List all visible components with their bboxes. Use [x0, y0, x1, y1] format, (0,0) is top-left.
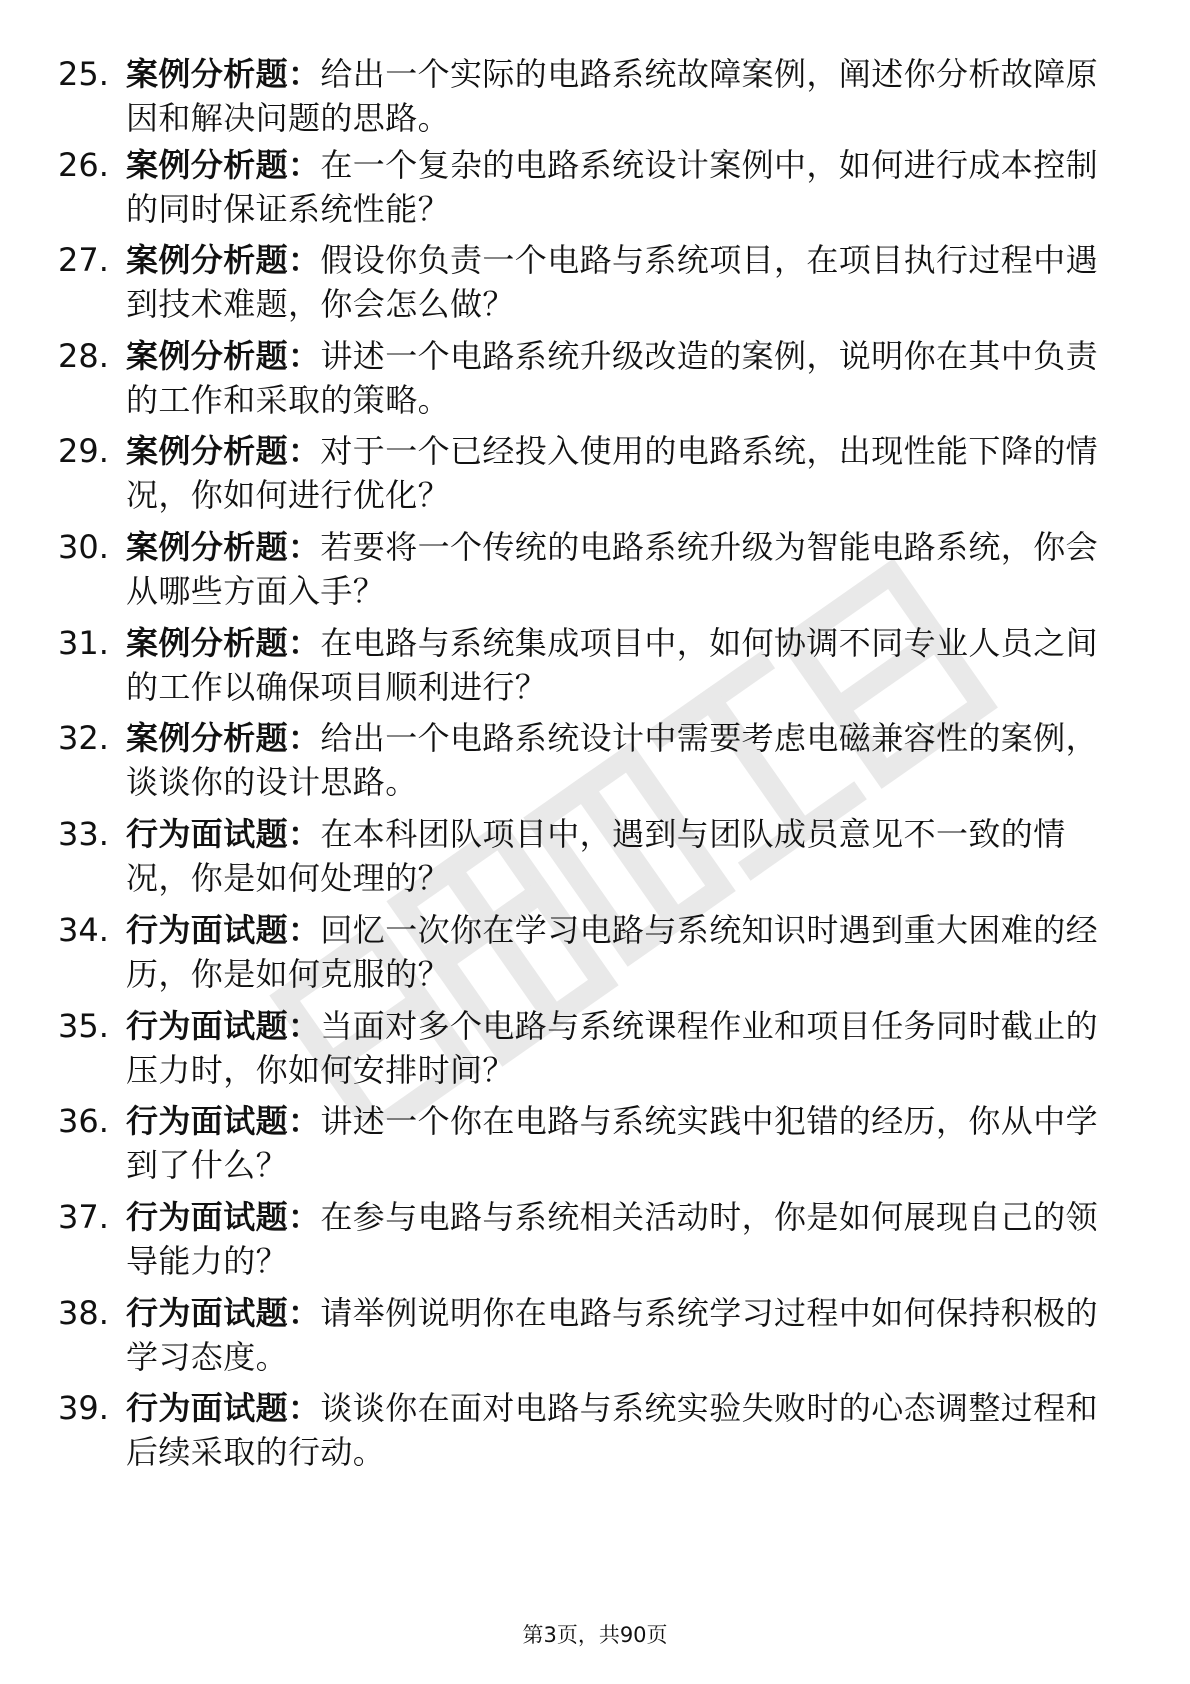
question-number: 38.	[58, 1294, 109, 1332]
question-item	[0, 1386, 1190, 1476]
question-item	[0, 908, 1190, 998]
question-category: 案例分析题：	[126, 719, 321, 757]
question-text: 当面对多个电路与系统课程作业和项目任务同时截止的压力时，你如何安排时间？	[126, 1007, 1099, 1089]
question-body	[126, 621, 1116, 709]
question-number: 36.	[58, 1102, 109, 1140]
question-category: 案例分析题：	[126, 337, 321, 375]
question-text: 在一个复杂的电路系统设计案例中，如何进行成本控制的同时保证系统性能？	[126, 146, 1099, 228]
question-item	[0, 238, 1190, 328]
question-category: 案例分析题：	[126, 146, 321, 184]
question-number: 35.	[58, 1007, 109, 1045]
question-number: 25.	[58, 55, 109, 93]
question-number: 34.	[58, 911, 109, 949]
question-text: 在电路与系统集成项目中，如何协调不同专业人员之间的工作以确保项目顺利进行？	[126, 624, 1099, 706]
question-body	[126, 1195, 1116, 1283]
question-number: 27.	[58, 241, 109, 279]
question-item	[0, 143, 1190, 233]
question-body	[126, 1004, 1116, 1092]
question-item	[0, 716, 1190, 806]
question-body	[126, 716, 1116, 804]
question-category: 行为面试题：	[126, 1389, 321, 1427]
question-body	[126, 52, 1116, 140]
question-text: 给出一个实际的电路系统故障案例，阐述你分析故障原因和解决问题的思路。	[126, 55, 1099, 137]
question-text: 请举例说明你在电路与系统学习过程中如何保持积极的学习态度。	[126, 1294, 1099, 1376]
question-item	[0, 334, 1190, 424]
question-body	[126, 238, 1116, 326]
question-category: 案例分析题：	[126, 55, 321, 93]
question-number: 39.	[58, 1389, 109, 1427]
question-body	[126, 1386, 1116, 1474]
question-body	[126, 812, 1116, 900]
question-text: 讲述一个你在电路与系统实践中犯错的经历，你从中学到了什么？	[126, 1102, 1099, 1184]
question-item	[0, 812, 1190, 902]
question-text: 回忆一次你在学习电路与系统知识时遇到重大困难的经历，你是如何克服的？	[126, 911, 1099, 993]
question-number: 33.	[58, 815, 109, 853]
question-item	[0, 52, 1190, 142]
question-number: 29.	[58, 432, 109, 470]
question-number: 32.	[58, 719, 109, 757]
question-number: 31.	[58, 624, 109, 662]
question-body	[126, 143, 1116, 231]
question-number: 26.	[58, 146, 109, 184]
question-item	[0, 1099, 1190, 1189]
question-item	[0, 621, 1190, 711]
question-number: 37.	[58, 1198, 109, 1236]
question-body	[126, 908, 1116, 996]
question-category: 案例分析题：	[126, 241, 321, 279]
question-body	[126, 525, 1116, 613]
question-text: 对于一个已经投入使用的电路系统，出现性能下降的情况，你如何进行优化？	[126, 432, 1099, 514]
question-body	[126, 429, 1116, 517]
question-item	[0, 429, 1190, 519]
question-body	[126, 1099, 1116, 1187]
question-category: 行为面试题：	[126, 1007, 321, 1045]
question-category: 案例分析题：	[126, 528, 321, 566]
question-text: 在本科团队项目中，遇到与团队成员意见不一致的情况，你是如何处理的？	[126, 815, 1066, 897]
question-category: 行为面试题：	[126, 911, 321, 949]
question-number: 30.	[58, 528, 109, 566]
question-text: 假设你负责一个电路与系统项目，在项目执行过程中遇到技术难题，你会怎么做？	[126, 241, 1099, 323]
question-text: 给出一个电路系统设计中需要考虑电磁兼容性的案例，谈谈你的设计思路。	[126, 719, 1099, 801]
question-text: 讲述一个电路系统升级改造的案例，说明你在其中负责的工作和采取的策略。	[126, 337, 1099, 419]
question-item	[0, 1195, 1190, 1285]
question-category: 行为面试题：	[126, 1294, 321, 1332]
question-text: 谈谈你在面对电路与系统实验失败时的心态调整过程和后续采取的行动。	[126, 1389, 1099, 1471]
question-category: 行为面试题：	[126, 1102, 321, 1140]
question-text: 若要将一个传统的电路系统升级为智能电路系统，你会从哪些方面入手？	[126, 528, 1099, 610]
question-category: 行为面试题：	[126, 815, 321, 853]
question-body	[126, 1291, 1116, 1379]
question-item	[0, 1291, 1190, 1381]
question-item	[0, 1004, 1190, 1094]
question-category: 案例分析题：	[126, 432, 321, 470]
question-text: 在参与电路与系统相关活动时，你是如何展现自己的领导能力的？	[126, 1198, 1099, 1280]
page-number: 第3页，共90页	[522, 1623, 668, 1647]
question-category: 案例分析题：	[126, 624, 321, 662]
question-item	[0, 525, 1190, 615]
question-number: 28.	[58, 337, 109, 375]
question-body	[126, 334, 1116, 422]
question-category: 行为面试题：	[126, 1198, 321, 1236]
